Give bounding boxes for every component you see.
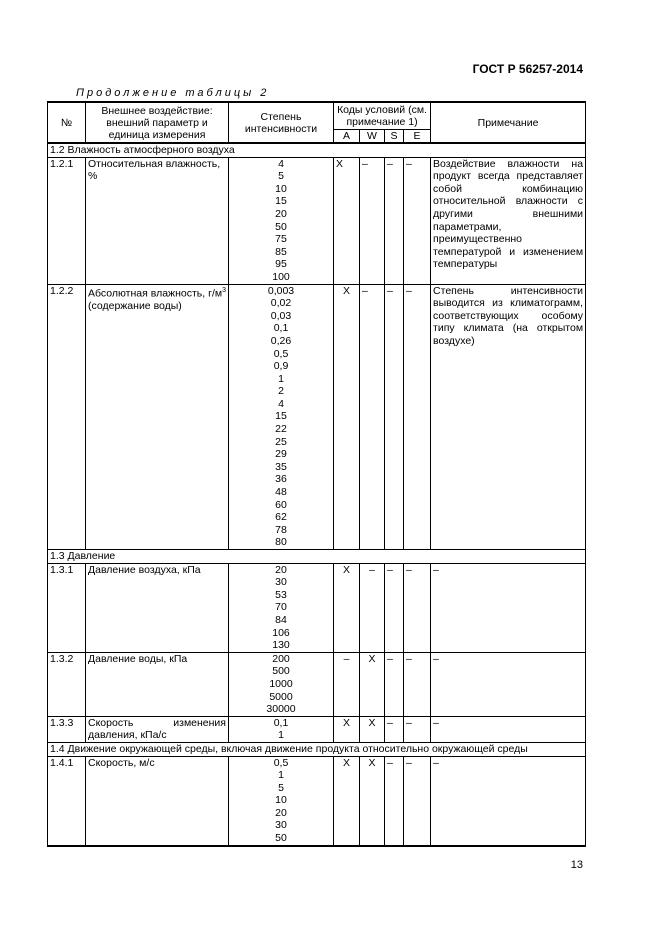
intensity-value: 35 [275, 460, 287, 473]
intensity-value: 95 [275, 258, 287, 271]
intensity-value: 85 [275, 245, 287, 258]
table-row: 1.3.3 Скорость изменения давления, кПа/с 0,1 1 X X – – – [48, 716, 586, 742]
data-table [47, 101, 586, 847]
intensity-value: 62 [275, 511, 287, 524]
intensity-value: 4 [278, 397, 284, 410]
intensity-value: 15 [275, 195, 287, 208]
intensity-value: 60 [275, 498, 287, 511]
col-impact-header: Внешнее воздействие: внешний параметр и единица измерения [86, 102, 229, 143]
intensity-value: 1 [278, 729, 284, 742]
intensity-value: 78 [275, 523, 287, 536]
intensity-value: 0,1 [273, 322, 289, 335]
page-number: 13 [570, 859, 583, 871]
col-num-header: № [48, 102, 86, 143]
table-row: 1.2.1 Относительная влажность, % 4 5 10 15 20 50 75 85 95 100 X – – – Воздействие влажности на продукт всегда представляет собой комбинацию относительной влажности с другими внешними параметрами, преимущественно температурой и изменением температуры [48, 157, 586, 284]
intensity-value: 20 [275, 207, 287, 220]
section-title: 1.4 Движение окружающей среды, включая движение продукта относительно окружающей среды [48, 742, 586, 756]
intensity-value: 0,9 [273, 360, 289, 373]
intensity-value: 84 [275, 613, 287, 626]
intensity-value: 200 [272, 652, 290, 665]
intensity-value: 30000 [266, 703, 296, 716]
intensity-value: 5 [278, 781, 284, 794]
intensity-value: 50 [275, 832, 287, 845]
intensity-value: 1000 [269, 677, 293, 690]
intensity-value: 70 [275, 601, 287, 614]
intensity-value: 36 [275, 473, 287, 486]
intensity-value: 75 [275, 233, 287, 246]
intensity-value: 29 [275, 448, 287, 461]
intensity-value: 106 [272, 626, 290, 639]
intensity-value: 15 [275, 410, 287, 423]
intensity-value: 500 [272, 665, 290, 678]
intensity-value: 0,5 [273, 347, 289, 360]
intensity-value: 100 [272, 270, 290, 283]
section-title: 1.2 Влажность атмосферного воздуха [48, 143, 586, 157]
intensity-value: 20 [275, 563, 287, 576]
intensity-value: 10 [275, 794, 287, 807]
col-a-header: A [334, 130, 360, 144]
intensity-value: 0,5 [273, 756, 289, 769]
intensity-value: 0,26 [270, 334, 292, 347]
table-row: 1.4.1 Скорость, м/с 0,5 1 5 10 20 30 50 X X – – – [48, 756, 586, 846]
col-e-header: E [404, 130, 431, 144]
intensity-value: 1 [278, 769, 284, 782]
intensity-value: 0,02 [270, 297, 292, 310]
col-codes-header: Коды условий (см. примечание 1) [334, 102, 431, 130]
intensity-value: 0,003 [267, 284, 295, 297]
col-note-header: Примечание [431, 102, 586, 143]
intensity-value: 30 [275, 819, 287, 832]
intensity-value: 1 [278, 372, 284, 385]
col-w-header: W [360, 130, 385, 144]
intensity-value: 10 [275, 182, 287, 195]
col-s-header: S [385, 130, 404, 144]
table-continuation-caption: Продолжение таблицы 2 [76, 87, 270, 99]
standard-header: ГОСТ Р 56257-2014 [472, 62, 583, 76]
intensity-value: 50 [275, 220, 287, 233]
intensity-value: 0,03 [270, 309, 292, 322]
intensity-value: 25 [275, 435, 287, 448]
intensity-value: 48 [275, 486, 287, 499]
intensity-value: 22 [275, 423, 287, 436]
intensity-value: 30 [275, 576, 287, 589]
table-row: 1.3.2 Давление воды, кПа 200 500 1000 5000 30000 – X – – – [48, 652, 586, 716]
table-row: 1.3.1 Давление воздуха, кПа 20 30 53 70 84 106 130 X – – – – [48, 563, 586, 652]
intensity-value: 80 [275, 536, 287, 549]
intensity-value: 4 [278, 157, 284, 170]
table-row: 1.2.2 Абсолютная влажность, $г/м^3$ (содержание воды) 0,003 0,02 0,03 0,1 0,26 0,5 0,9 1 2 4 15 22 25 29 35 36 48 60 62 78 80 X – – – Степень интенсивности выводится из климатограмм, соответствующих особому типу климата (на открытом воздухе) [48, 284, 586, 549]
section-title: 1.3 Давление [48, 550, 586, 564]
intensity-value: 53 [275, 588, 287, 601]
intensity-value: 0,1 [273, 716, 289, 729]
intensity-value: 20 [275, 806, 287, 819]
intensity-value: 5 [278, 170, 284, 183]
intensity-value: 130 [272, 639, 290, 652]
intensity-value: 5000 [269, 690, 293, 703]
col-degree-header: Степень интенсивности [229, 102, 334, 143]
intensity-value: 2 [278, 385, 284, 398]
